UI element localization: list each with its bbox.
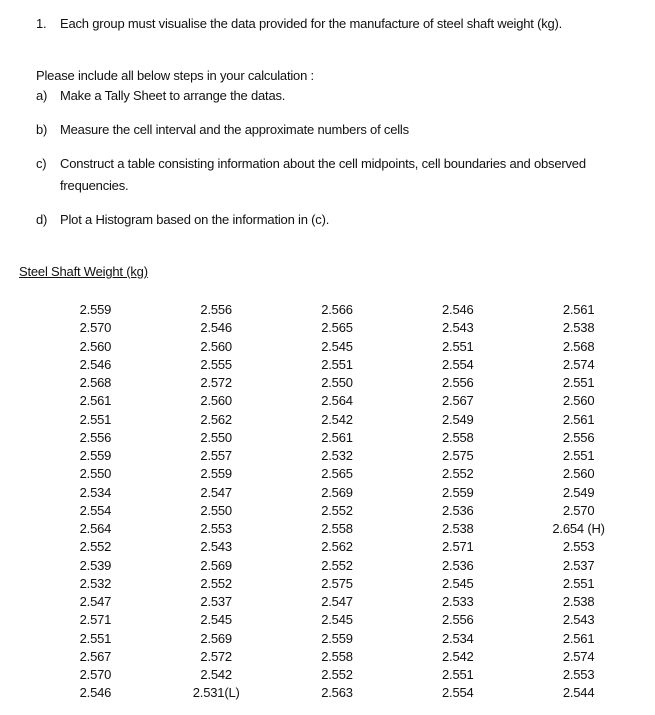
- table-cell: 2.551: [321, 356, 353, 372]
- table-cell: 2.570: [79, 667, 112, 682]
- table-row: [35, 301, 639, 319]
- table-row: [35, 611, 639, 629]
- table-cell: 2.551: [79, 411, 112, 427]
- table-cell: 2.569: [200, 557, 232, 573]
- table-cell: 2.551: [562, 575, 595, 591]
- table-cell: 2.538: [562, 320, 595, 336]
- table-cell: 2.550: [200, 502, 232, 518]
- table-cell: 2.545: [200, 612, 232, 628]
- table-title: Steel Shaft Weight (kg): [19, 264, 148, 279]
- table-cell: 2.566: [321, 302, 353, 317]
- table-cell: 2.560: [562, 393, 595, 409]
- table-cell: 2.560: [200, 393, 232, 409]
- table-cell: 2.546: [200, 320, 232, 336]
- table-cell: 2.558: [442, 429, 474, 445]
- table-cell: 2.552: [79, 539, 112, 555]
- table-cell: 2.565: [321, 320, 353, 336]
- step-b-letter: b): [36, 122, 48, 137]
- table-cell: 2.534: [442, 630, 474, 646]
- table-cell: 2.551: [562, 448, 595, 463]
- table-row: [35, 338, 639, 356]
- table-cell: 2.546: [442, 302, 474, 317]
- table-cell: 2.534: [79, 484, 112, 500]
- table-cell: 2.552: [321, 667, 353, 682]
- table-cell: 2.562: [321, 539, 353, 555]
- table-row: [35, 557, 639, 575]
- table-cell: 2.570: [562, 502, 595, 518]
- step-c-text-continued: frequencies.: [60, 178, 129, 193]
- table-cell: 2.572: [200, 648, 232, 664]
- table-cell: 2.543: [200, 539, 232, 555]
- table-cell: 2.572: [200, 375, 232, 390]
- table-cell: 2.536: [442, 502, 474, 518]
- table-row: [35, 484, 639, 502]
- table-row: [35, 575, 639, 593]
- step-b-text: Measure the cell interval and the approximate numbers of cells: [60, 122, 409, 137]
- table-cell: 2.561: [321, 429, 353, 445]
- table-cell: 2.569: [200, 630, 232, 646]
- table-row: [35, 374, 639, 392]
- table-cell: 2.545: [321, 338, 353, 354]
- table-cell: 2.575: [321, 575, 353, 591]
- table-row: [35, 411, 639, 429]
- table-cell: 2.532: [321, 448, 353, 463]
- table-cell: 2.553: [200, 521, 232, 536]
- instructions-intro: Please include all below steps in your calculation :: [36, 68, 314, 83]
- step-c-letter: c): [36, 156, 47, 171]
- question-text: Each group must visualise the data provided for the manufacture of steel shaft weight (kg).: [60, 16, 563, 31]
- question-number: 1.: [36, 16, 47, 31]
- table-cell: 2.559: [321, 630, 353, 646]
- table-cell: 2.551: [562, 375, 595, 390]
- table-row: [35, 447, 639, 465]
- table-cell: 2.538: [442, 521, 474, 536]
- table-cell: 2.563: [321, 685, 353, 701]
- table-cell: 2.544: [562, 685, 595, 701]
- table-cell: 2.568: [562, 338, 595, 354]
- table-cell: 2.559: [442, 484, 474, 500]
- table-cell: 2.654 (H): [552, 521, 605, 536]
- table-cell: 2.549: [442, 411, 474, 427]
- table-cell: 2.567: [442, 393, 474, 409]
- table-cell: 2.560: [79, 338, 112, 354]
- table-cell: 2.557: [200, 448, 232, 463]
- table-cell: 2.538: [562, 594, 595, 609]
- table-cell: 2.531(L): [192, 685, 240, 701]
- table-cell: 2.542: [200, 667, 232, 682]
- table-cell: 2.553: [562, 667, 595, 682]
- table-cell: 2.532: [79, 575, 112, 591]
- table-cell: 2.537: [562, 557, 595, 573]
- table-cell: 2.550: [79, 466, 112, 482]
- table-cell: 2.556: [442, 612, 474, 628]
- table-cell: 2.552: [321, 502, 353, 518]
- table-cell: 2.545: [321, 612, 353, 628]
- table-cell: 2.574: [562, 356, 595, 372]
- table-cell: 2.556: [442, 375, 474, 390]
- table-row: [35, 502, 639, 520]
- table-cell: 2.550: [321, 375, 353, 390]
- table-cell: 2.560: [200, 338, 232, 354]
- table-cell: 2.558: [321, 648, 353, 664]
- table-cell: 2.545: [442, 575, 474, 591]
- table-cell: 2.575: [442, 448, 474, 463]
- table-cell: 2.547: [321, 594, 353, 609]
- table-cell: 2.567: [79, 648, 112, 664]
- table-cell: 2.547: [200, 484, 232, 500]
- table-cell: 2.554: [442, 356, 474, 372]
- table-row: [35, 538, 639, 556]
- table-row: [35, 684, 639, 702]
- table-cell: 2.543: [442, 320, 474, 336]
- table-cell: 2.542: [442, 648, 474, 664]
- table-cell: 2.560: [562, 466, 595, 482]
- table-cell: 2.537: [200, 594, 232, 609]
- table-row: [35, 465, 639, 483]
- step-d-letter: d): [36, 212, 48, 227]
- table-cell: 2.561: [562, 411, 595, 427]
- table-cell: 2.565: [321, 466, 353, 482]
- table-cell: 2.556: [79, 429, 112, 445]
- table-cell: 2.562: [200, 411, 232, 427]
- table-cell: 2.542: [321, 411, 353, 427]
- table-cell: 2.536: [442, 557, 474, 573]
- table-cell: 2.543: [562, 612, 595, 628]
- table-cell: 2.549: [562, 484, 595, 500]
- table-cell: 2.559: [79, 302, 112, 317]
- table-row: [35, 648, 639, 666]
- table-cell: 2.561: [79, 393, 112, 409]
- table-row: [35, 429, 639, 447]
- table-cell: 2.556: [562, 429, 595, 445]
- step-a-text: Make a Tally Sheet to arrange the datas.: [60, 88, 286, 103]
- table-cell: 2.559: [200, 466, 232, 482]
- table-row: [35, 666, 639, 684]
- table-cell: 2.546: [79, 356, 112, 372]
- table-cell: 2.554: [79, 502, 112, 518]
- table-cell: 2.571: [79, 612, 112, 628]
- steel-shaft-weight-table: [35, 301, 639, 703]
- table-cell: 2.547: [79, 594, 112, 609]
- step-a-letter: a): [36, 88, 48, 103]
- table-cell: 2.556: [200, 302, 232, 317]
- table-cell: 2.539: [79, 557, 112, 573]
- table-cell: 2.564: [321, 393, 353, 409]
- step-d-text: Plot a Histogram based on the information in (c).: [60, 212, 330, 227]
- table-cell: 2.554: [442, 685, 474, 701]
- table-cell: 2.551: [79, 630, 112, 646]
- step-c-text: Construct a table consisting information about the cell midpoints, cell boundaries and observed: [60, 156, 586, 171]
- table-cell: 2.551: [442, 338, 474, 354]
- table-cell: 2.559: [79, 448, 112, 463]
- table-row: [35, 356, 639, 374]
- table-cell: 2.561: [562, 630, 595, 646]
- table-cell: 2.552: [200, 575, 232, 591]
- table-cell: 2.570: [79, 320, 112, 336]
- table-row: [35, 593, 639, 611]
- table-cell: 2.551: [442, 667, 474, 682]
- table-cell: 2.561: [562, 302, 595, 317]
- table-cell: 2.552: [442, 466, 474, 482]
- table-cell: 2.568: [79, 375, 112, 390]
- table-cell: 2.569: [321, 484, 353, 500]
- table-cell: 2.553: [562, 539, 595, 555]
- table-cell: 2.571: [442, 539, 474, 555]
- table-row: [35, 630, 639, 648]
- table-cell: 2.546: [79, 685, 112, 701]
- table-cell: 2.550: [200, 429, 232, 445]
- table-cell: 2.574: [562, 648, 595, 664]
- table-row: [35, 520, 639, 538]
- table-cell: 2.558: [321, 521, 353, 536]
- table-cell: 2.533: [442, 594, 474, 609]
- table-cell: 2.564: [79, 521, 112, 536]
- table-cell: 2.555: [200, 356, 232, 372]
- table-row: [35, 319, 639, 337]
- table-cell: 2.552: [321, 557, 353, 573]
- table-row: [35, 392, 639, 410]
